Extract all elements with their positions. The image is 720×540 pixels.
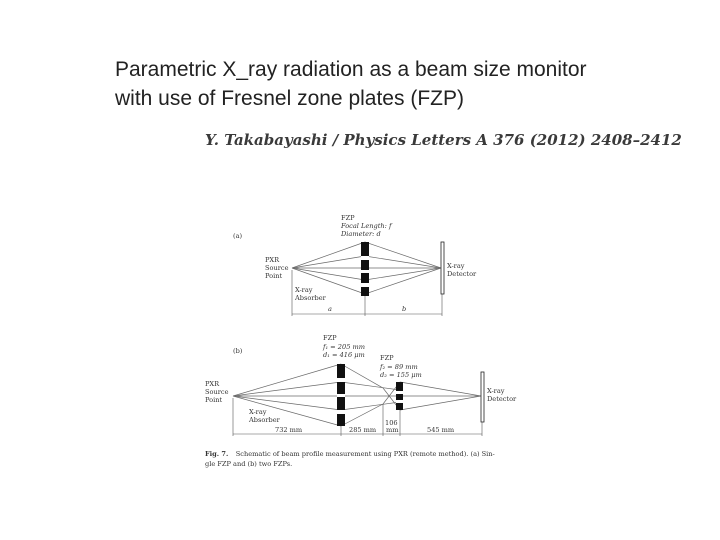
figure-caption-text-1: Schematic of beam profile measurement using PXR (remote method). (a) Sin- [235,450,495,458]
panel-a-focal-length: Focal Length: f [341,222,392,230]
slide-title-line-1: Parametric X_ray radiation as a beam size monitor [115,58,587,81]
panel-a-pxr-3: Point [265,272,283,280]
panel-b-detector [481,372,484,422]
panel-b-dist-2: 285 mm [349,426,377,434]
journal-header: Y. Takabayashi / Physics Letters A 376 (2012) 2408–2412 [205,131,682,149]
panel-a-pxr-1: PXR [265,256,280,264]
panel-a-detector-1: X-ray [447,262,465,270]
panel-b-fzp1-zone-2 [337,394,345,397]
panel-b-fzp1-zone-3 [337,410,345,414]
panel-b-fzp1-zone-1 [337,378,345,382]
panel-a-pxr-2: Source [265,264,289,272]
panel-a-label: (a) [233,232,243,240]
panel-b-dist-3b: mm [386,426,399,434]
panel-b-fzp2-diameter: d₂ = 155 μm [380,371,422,379]
schematic-svg [195,120,682,480]
panel-a-dist-b: b [402,305,407,313]
panel-b-pxr-2: Source [205,388,229,396]
figure-caption-line-2: gle FZP and (b) two FZPs. [205,460,293,468]
panel-a-diameter: Diameter: d [341,230,381,238]
panel-b-fzp2-zone-1 [396,391,403,394]
panel-b-pxr-1: PXR [205,380,220,388]
panel-b-fzp1-diameter: d₁ = 416 μm [323,351,365,359]
panel-b-detector-1: X-ray [487,387,505,395]
schematic-figure [195,120,682,480]
panel-b-pxr-3: Point [205,396,223,404]
panel-a-detector-2: Detector [447,270,477,278]
panel-b-fzp2-plate [396,382,403,410]
panel-b-label: (b) [233,347,243,355]
panel-b-fzp1-focal: f₁ = 205 mm [323,343,365,351]
panel-a-fzp-zone-3 [361,283,369,287]
panel-b-dist-4: 545 mm [427,426,455,434]
figure-caption-label: Fig. 7. [205,450,229,458]
panel-b-fzp2-label: FZP [380,354,394,362]
panel-b-absorber-1: X-ray [249,408,267,416]
slide-title [115,55,695,113]
panel-b-dist-3a: 106 [385,419,398,427]
panel-a-fzp-zone-1 [361,256,369,260]
panel-a-dist-a: a [328,305,332,313]
panel-a-detector [441,242,444,294]
panel-a-fzp-label: FZP [341,214,355,222]
panel-b-detector-2: Detector [487,395,517,403]
panel-b-fzp1-label: FZP [323,334,337,342]
panel-a-fzp-plate [361,242,369,296]
slide-title-line-2: with use of Fresnel zone plates (FZP) [115,87,464,110]
panel-b-absorber-2: Absorber [249,416,280,424]
panel-b-dist-1: 732 mm [275,426,303,434]
panel-b-fzp2-focal: f₂ = 89 mm [380,363,418,371]
figure-caption-line-1 [205,443,495,460]
panel-a-absorber-1: X-ray [295,286,313,294]
panel-a-absorber-2: Absorber [295,294,326,302]
panel-b-fzp2-zone-2 [396,400,403,403]
panel-a-fzp-zone-2 [361,270,369,273]
